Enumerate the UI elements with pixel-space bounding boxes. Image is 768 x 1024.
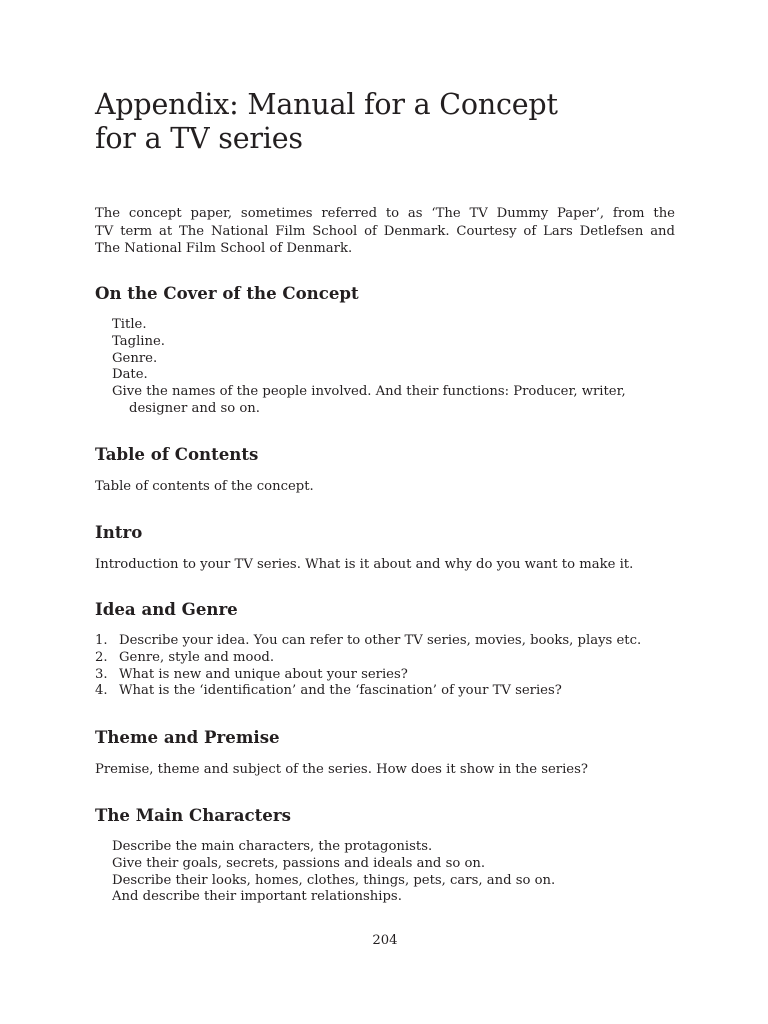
- intro-line-2: TV term at The National Film School of Denmark. Courtesy of Lars Detlefsen and: [95, 223, 675, 239]
- list-item-number: 3.: [95, 666, 108, 682]
- section-heading-cover: On the Cover of the Concept: [95, 283, 359, 303]
- page-title-line-2: for a TV series: [95, 122, 303, 155]
- list-item: Genre.: [112, 350, 158, 366]
- list-item-number: 1.: [95, 633, 108, 648]
- theme-text: Premise, theme and subject of the series. How does it show in the series?: [95, 762, 588, 777]
- list-item-text: Describe your idea. You can refer to other TV series, movies, books, plays etc.: [119, 633, 642, 648]
- list-item-text: What is the ‘identification’ and the ‘fascination’ of your TV series?: [119, 683, 562, 699]
- list-item: Give the names of the people involved. And their functions: Producer, writer, designer and so on.: [112, 384, 626, 416]
- list-item: Describe the main characters, the protagonists.: [112, 839, 433, 854]
- list-item: [95, 650, 675, 667]
- idea-list: [95, 633, 675, 700]
- list-item: Title.: [112, 317, 147, 332]
- intro-paragraph: [95, 205, 675, 258]
- list-item: Tagline.: [112, 333, 166, 349]
- list-item: Give their goals, secrets, passions and ideals and so on.: [112, 855, 486, 871]
- list-item: [95, 667, 675, 684]
- list-item-text: Genre, style and mood.: [119, 649, 275, 665]
- page-title-line-1: Appendix: Manual for a Concept: [95, 88, 558, 121]
- page-number: 204: [372, 933, 398, 948]
- cover-list: [112, 317, 675, 418]
- intro-line-1: The concept paper, sometimes referred to as ‘The TV Dummy Paper’, from the: [95, 206, 675, 221]
- list-item: Date.: [112, 367, 148, 383]
- list-item-number: 4.: [95, 683, 108, 699]
- list-item: Describe their looks, homes, clothes, things, pets, cars, and so on.: [112, 872, 556, 888]
- intro-line-3: The National Film School of Denmark.: [95, 241, 353, 256]
- toc-text: Table of contents of the concept.: [95, 479, 314, 494]
- page-title: [95, 88, 675, 156]
- section-heading-idea: Idea and Genre: [95, 599, 238, 619]
- section-heading-theme: Theme and Premise: [95, 727, 280, 747]
- characters-list: [112, 839, 675, 906]
- section-heading-toc: Table of Contents: [95, 444, 259, 464]
- list-item: [95, 633, 675, 650]
- list-item-number: 2.: [95, 649, 108, 665]
- section-heading-characters: The Main Characters: [95, 805, 291, 825]
- section-heading-intro: Intro: [95, 522, 143, 542]
- list-item: [95, 683, 675, 700]
- list-item: And describe their important relationships.: [112, 889, 402, 905]
- intro-text: Introduction to your TV series. What is it about and why do you want to make it.: [95, 557, 634, 572]
- list-item-text: What is new and unique about your series?: [119, 666, 408, 682]
